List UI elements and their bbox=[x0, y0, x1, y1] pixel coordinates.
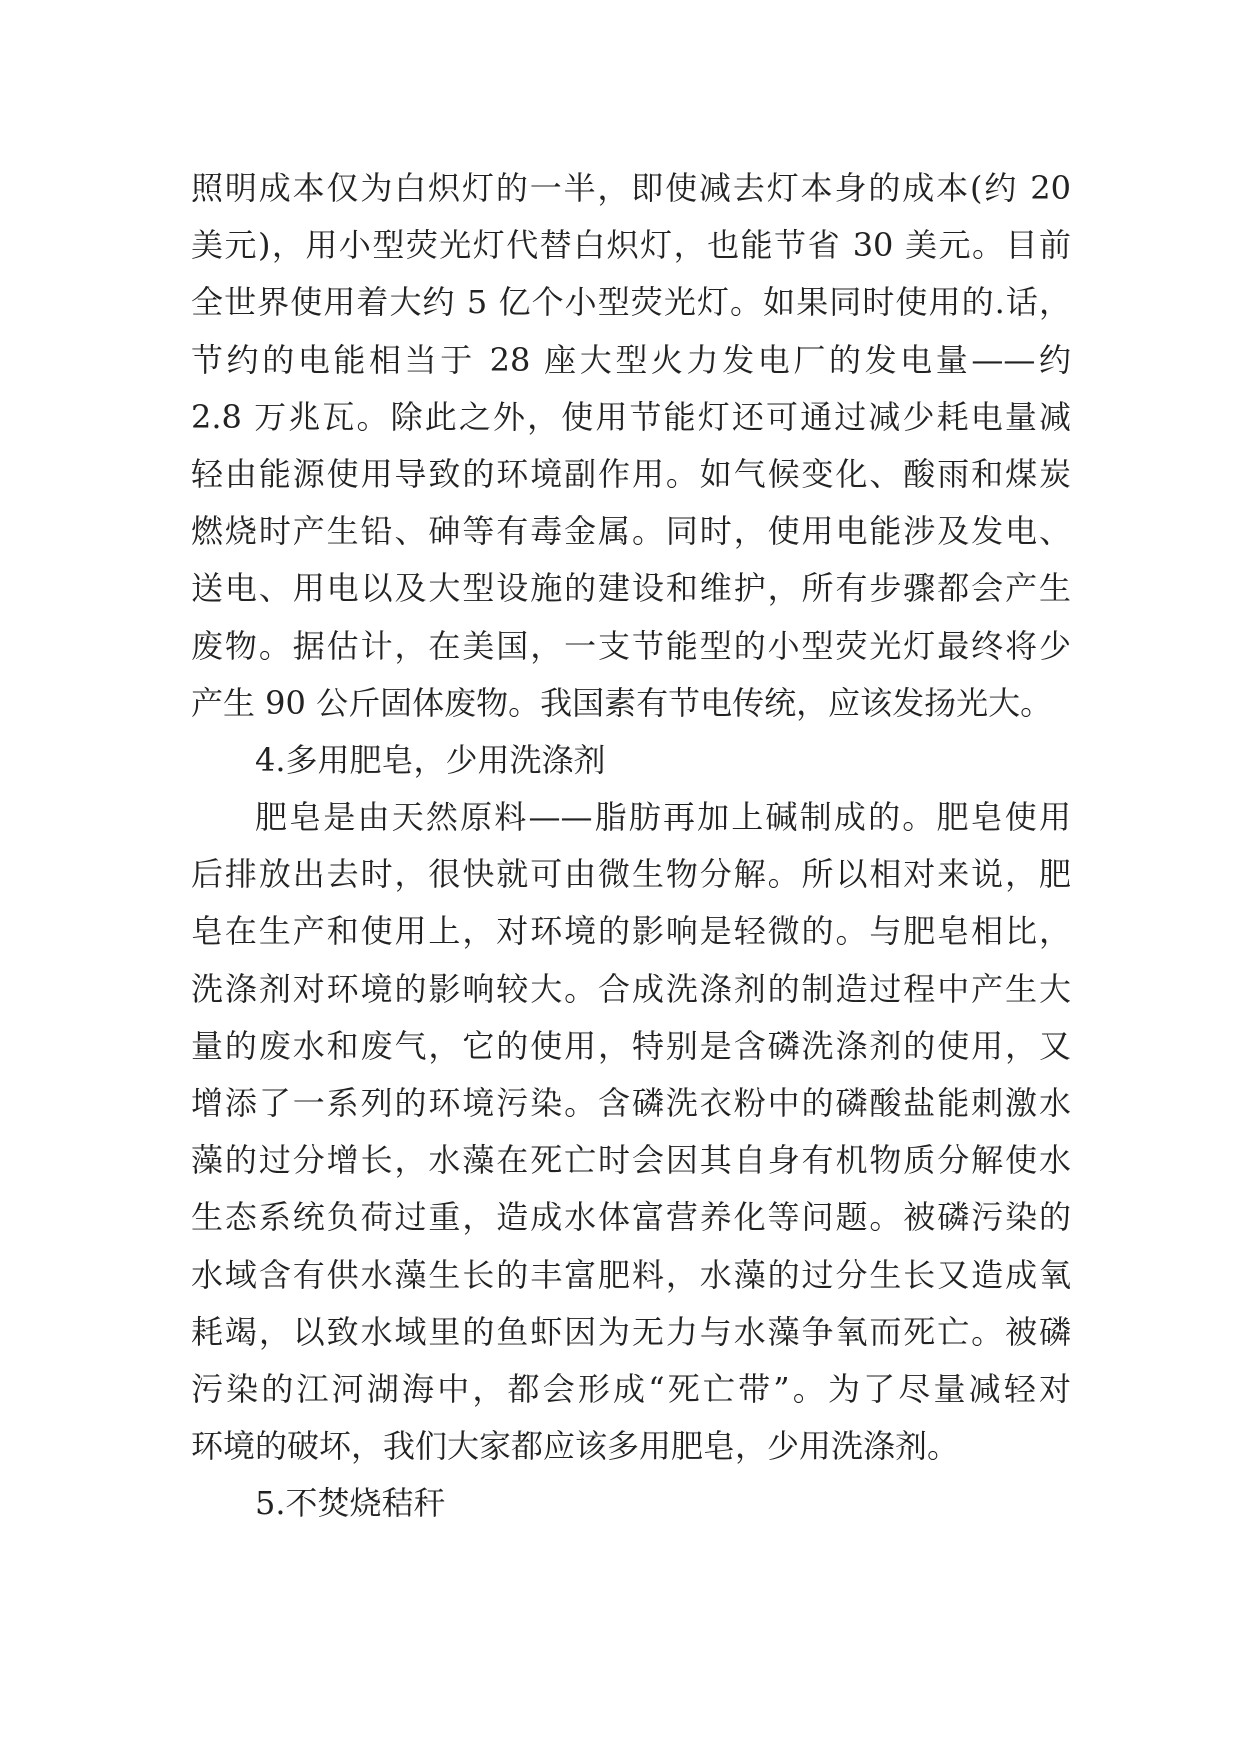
text-line: 量的废水和废气，它的使用，特别是含磷洗涤剂的使用，又 bbox=[191, 1026, 1071, 1065]
text-line: 皂在生产和使用上，对环境的影响是轻微的。与肥皂相比， bbox=[191, 912, 1071, 951]
text-line: 增添了一系列的环境污染。含磷洗衣粉中的磷酸盐能刺激水 bbox=[191, 1084, 1071, 1122]
text-line: 洗涤剂对环境的影响较大。合成洗涤剂的制造过程中产生大 bbox=[191, 969, 1071, 1008]
section-heading: 4.多用肥皂，少用洗涤剂 bbox=[255, 740, 606, 779]
text-line: 污染的江河湖海中，都会形成“死亡带”。为了尽量减轻对 bbox=[191, 1369, 1071, 1408]
text-line: 后排放出去时，很快就可由微生物分解。所以相对来说，肥 bbox=[191, 855, 1071, 894]
text-line: 耗竭，以致水域里的鱼虾因为无力与水藻争氧而死亡。被磷 bbox=[191, 1312, 1071, 1351]
section-heading: 5.不焚烧秸秆 bbox=[255, 1484, 446, 1523]
text-line: 肥皂是由天然原料——脂肪再加上碱制成的。肥皂使用 bbox=[255, 798, 1071, 837]
text-line: 全世界使用着大约 5 亿个小型荧光灯。如果同时使用的.话， bbox=[191, 283, 1071, 322]
text-line: 节约的电能相当于 28 座大型火力发电厂的发电量——约 bbox=[191, 340, 1071, 379]
text-line: 送电、用电以及大型设施的建设和维护，所有步骤都会产生 bbox=[191, 569, 1071, 608]
text-line: 2.8 万兆瓦。除此之外，使用节能灯还可通过减少耗电量减 bbox=[191, 397, 1071, 436]
document-body bbox=[191, 160, 1071, 1533]
text-line: 美元)，用小型荧光灯代替白炽灯，也能节省 30 美元。目前 bbox=[191, 226, 1071, 265]
text-line: 燃烧时产生铅、砷等有毒金属。同时，使用电能涉及发电、 bbox=[191, 512, 1071, 551]
text-line: 废物。据估计，在美国，一支节能型的小型荧光灯最终将少 bbox=[191, 626, 1071, 665]
text-line: 轻由能源使用导致的环境副作用。如气候变化、酸雨和煤炭 bbox=[191, 454, 1071, 493]
text-line: 产生 90 公斤固体废物。我国素有节电传统，应该发扬光大。 bbox=[191, 683, 1053, 722]
text-line: 生态系统负荷过重，造成水体富营养化等问题。被磷污染的 bbox=[191, 1198, 1071, 1237]
text-line: 照明成本仅为白炽灯的一半，即使减去灯本身的成本(约 20 bbox=[191, 169, 1071, 207]
text-line: 水域含有供水藻生长的丰富肥料，水藻的过分生长又造成氧 bbox=[191, 1255, 1071, 1294]
text-line: 环境的破坏，我们大家都应该多用肥皂，少用洗涤剂。 bbox=[191, 1427, 960, 1466]
text-line: 藻的过分增长，水藻在死亡时会因其自身有机物质分解使水 bbox=[191, 1141, 1071, 1180]
